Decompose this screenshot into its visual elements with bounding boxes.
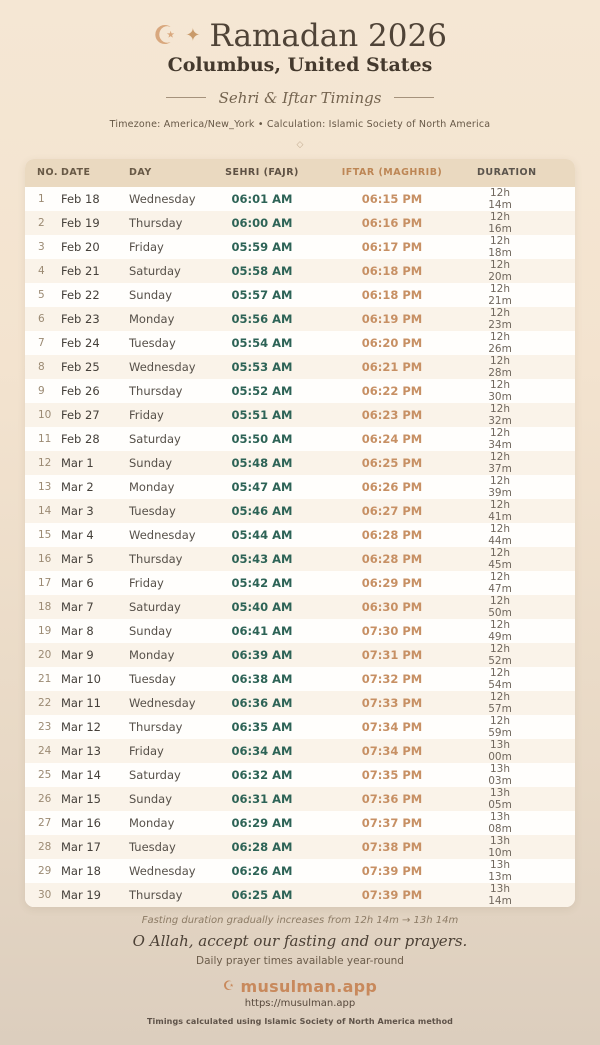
cell-sehri: 06:38 AM [231, 671, 293, 686]
table-row [25, 619, 575, 643]
cell-date: Feb 21 [61, 263, 100, 278]
cell-date: Mar 5 [61, 551, 94, 566]
cell-iftar: 07:30 PM [361, 623, 423, 638]
cell-sehri: 05:58 AM [231, 263, 293, 278]
cell-no: 11 [38, 432, 52, 445]
cell-no: 18 [38, 600, 52, 613]
cell-date: Mar 16 [61, 815, 101, 830]
cell-iftar: 06:18 PM [361, 263, 423, 278]
cell-date: Mar 12 [61, 719, 101, 734]
cell-day: Thursday [129, 383, 183, 398]
cell-day: Tuesday [129, 335, 176, 350]
cell-iftar: 07:38 PM [361, 839, 423, 854]
subtitle-divider [0, 89, 600, 107]
cell-duration: 12h 26m [488, 330, 512, 355]
table-row [25, 739, 575, 763]
table-row [25, 595, 575, 619]
cell-day: Thursday [129, 719, 183, 734]
cell-day: Saturday [129, 599, 181, 614]
cell-sehri: 05:44 AM [231, 527, 293, 542]
table-row [25, 811, 575, 835]
column-header-day: DAY [129, 159, 217, 187]
divider-line-right [394, 97, 434, 98]
cell-no: 21 [38, 672, 52, 685]
cell-day: Monday [129, 647, 175, 662]
subtitle-text: Sehri & Iftar Timings [218, 88, 382, 107]
table-row [25, 235, 575, 259]
cell-no: 15 [38, 528, 52, 541]
cell-date: Mar 14 [61, 767, 101, 782]
cell-sehri: 05:54 AM [231, 335, 293, 350]
cell-no: 26 [38, 792, 52, 805]
table-row [25, 691, 575, 715]
cell-no: 13 [38, 480, 52, 493]
cell-iftar: 06:27 PM [361, 503, 423, 518]
cell-day: Friday [129, 743, 164, 758]
cell-sehri: 05:42 AM [231, 575, 293, 590]
cell-day: Monday [129, 815, 175, 830]
cell-day: Thursday [129, 551, 183, 566]
cell-duration: 13h 10m [488, 834, 512, 859]
cell-no: 23 [38, 720, 52, 733]
cell-duration: 12h 18m [488, 234, 512, 259]
cell-iftar: 06:22 PM [361, 383, 423, 398]
fasting-duration-note: Fasting duration gradually increases from 12h 14m → 13h 14m [141, 914, 459, 926]
timezone-calculation-meta: Timezone: America/New_York • Calculation: Islamic Society of North America [109, 118, 491, 130]
cell-date: Feb 18 [61, 191, 100, 206]
table-row [25, 643, 575, 667]
cell-sehri: 06:35 AM [231, 719, 293, 734]
cell-duration: 12h 30m [488, 378, 512, 403]
cell-day: Monday [129, 479, 175, 494]
cell-day: Tuesday [129, 839, 176, 854]
calculation-method-note: Timings calculated using Islamic Society of North America method [146, 1016, 454, 1026]
cell-day: Friday [129, 407, 164, 422]
cell-duration: 12h 39m [488, 474, 512, 499]
cell-iftar: 06:21 PM [361, 359, 423, 374]
cell-iftar: 06:19 PM [361, 311, 423, 326]
cell-day: Wednesday [129, 863, 196, 878]
timings-table-card [25, 159, 575, 907]
cell-sehri: 05:50 AM [231, 431, 293, 446]
cell-iftar: 06:18 PM [361, 287, 423, 302]
cell-duration: 12h 37m [488, 450, 512, 475]
cell-date: Mar 15 [61, 791, 101, 806]
cell-date: Feb 19 [61, 215, 100, 230]
cell-duration: 12h 49m [488, 618, 512, 643]
cell-no: 22 [38, 696, 52, 709]
cell-day: Saturday [129, 431, 181, 446]
table-row [25, 523, 575, 547]
cell-no: 20 [38, 648, 52, 661]
table-row [25, 259, 575, 283]
dua-text: O Allah, accept our fasting and our prayers. [132, 931, 468, 950]
table-row [25, 787, 575, 811]
cell-date: Mar 2 [61, 479, 94, 494]
table-row [25, 283, 575, 307]
cell-duration: 13h 13m [488, 858, 512, 883]
cell-iftar: 06:24 PM [361, 431, 423, 446]
table-row [25, 667, 575, 691]
cell-duration: 12h 23m [488, 306, 512, 331]
cell-duration: 12h 14m [488, 186, 512, 211]
cell-duration: 13h 14m [488, 882, 512, 907]
table-row [25, 427, 575, 451]
cell-day: Wednesday [129, 359, 196, 374]
cell-date: Mar 19 [61, 887, 101, 902]
cell-no: 2 [38, 216, 45, 229]
cell-sehri: 05:40 AM [231, 599, 293, 614]
cell-sehri: 05:52 AM [231, 383, 293, 398]
cell-no: 29 [38, 864, 52, 877]
cell-duration: 12h 32m [488, 402, 512, 427]
cell-iftar: 06:20 PM [361, 335, 423, 350]
cell-date: Feb 23 [61, 311, 100, 326]
cell-sehri: 06:32 AM [231, 767, 293, 782]
cell-no: 1 [38, 192, 45, 205]
cell-duration: 12h 16m [488, 210, 512, 235]
divider-line-left [166, 97, 206, 98]
cell-sehri: 05:59 AM [231, 239, 293, 254]
cell-duration: 12h 21m [488, 282, 512, 307]
cell-sehri: 05:43 AM [231, 551, 293, 566]
cell-date: Feb 20 [61, 239, 100, 254]
cell-date: Mar 10 [61, 671, 101, 686]
cell-no: 16 [38, 552, 52, 565]
cell-duration: 12h 45m [488, 546, 512, 571]
cell-day: Friday [129, 575, 164, 590]
table-row [25, 859, 575, 883]
cell-sehri: 06:31 AM [231, 791, 293, 806]
cell-iftar: 07:35 PM [361, 767, 423, 782]
page-title: Ramadan 2026 [209, 18, 447, 54]
cell-iftar: 07:39 PM [361, 887, 423, 902]
table-row [25, 763, 575, 787]
cell-no: 14 [38, 504, 52, 517]
column-header-sehri: SEHRI (FAJR) [217, 159, 307, 187]
cell-no: 5 [38, 288, 45, 301]
cell-iftar: 07:31 PM [361, 647, 423, 662]
cell-no: 25 [38, 768, 52, 781]
cell-date: Feb 22 [61, 287, 100, 302]
cell-sehri: 06:00 AM [231, 215, 293, 230]
cell-sehri: 05:47 AM [231, 479, 293, 494]
cell-date: Feb 26 [61, 383, 100, 398]
sparkle-icon: ✦ [185, 25, 201, 47]
cell-date: Mar 4 [61, 527, 94, 542]
cell-day: Thursday [129, 887, 183, 902]
cell-iftar: 06:25 PM [361, 455, 423, 470]
cell-day: Tuesday [129, 671, 176, 686]
availability-note: Daily prayer times available year-round [196, 954, 404, 967]
cell-duration: 13h 00m [488, 738, 512, 763]
table-row [25, 211, 575, 235]
cell-no: 27 [38, 816, 52, 829]
cell-no: 10 [38, 408, 52, 421]
cell-iftar: 07:39 PM [361, 863, 423, 878]
cell-date: Mar 13 [61, 743, 101, 758]
cell-sehri: 06:29 AM [231, 815, 293, 830]
cell-day: Sunday [129, 791, 173, 806]
column-header-duration: DURATION [477, 159, 575, 187]
cell-no: 6 [38, 312, 45, 325]
table-row [25, 715, 575, 739]
cell-date: Feb 28 [61, 431, 100, 446]
table-row [25, 307, 575, 331]
cell-date: Mar 18 [61, 863, 101, 878]
cell-duration: 13h 05m [488, 786, 512, 811]
cell-day: Friday [129, 239, 164, 254]
cell-iftar: 07:36 PM [361, 791, 423, 806]
table-row [25, 499, 575, 523]
cell-iftar: 07:34 PM [361, 719, 423, 734]
cell-day: Tuesday [129, 503, 176, 518]
cell-duration: 12h 34m [488, 426, 512, 451]
cell-sehri: 05:53 AM [231, 359, 293, 374]
cell-duration: 12h 47m [488, 570, 512, 595]
table-row [25, 883, 575, 907]
cell-sehri: 06:25 AM [231, 887, 293, 902]
cell-duration: 13h 03m [488, 762, 512, 787]
brand-crescent-icon: ☪ [222, 978, 235, 994]
cell-no: 4 [38, 264, 45, 277]
cell-no: 17 [38, 576, 52, 589]
cell-day: Wednesday [129, 191, 196, 206]
cell-date: Feb 27 [61, 407, 100, 422]
cell-iftar: 06:17 PM [361, 239, 423, 254]
cell-duration: 12h 20m [488, 258, 512, 283]
table-row [25, 835, 575, 859]
cell-no: 28 [38, 840, 52, 853]
column-header-iftar: IFTAR (MAGHRIB) [307, 159, 477, 187]
table-row [25, 403, 575, 427]
cell-duration: 12h 54m [488, 666, 512, 691]
cell-iftar: 06:28 PM [361, 551, 423, 566]
brand [0, 977, 600, 996]
cell-no: 7 [38, 336, 45, 349]
timings-table-body [25, 187, 575, 907]
cell-duration: 13h 08m [488, 810, 512, 835]
cell-sehri: 06:26 AM [231, 863, 293, 878]
cell-iftar: 06:28 PM [361, 527, 423, 542]
cell-date: Feb 24 [61, 335, 100, 350]
table-row [25, 355, 575, 379]
table-row [25, 547, 575, 571]
cell-no: 9 [38, 384, 45, 397]
cell-sehri: 05:57 AM [231, 287, 293, 302]
brand-url-link[interactable]: https://musulman.app [244, 997, 356, 1009]
cell-date: Mar 6 [61, 575, 94, 590]
cell-sehri: 06:01 AM [231, 191, 293, 206]
column-header-date: DATE [61, 159, 129, 187]
cell-date: Feb 25 [61, 359, 100, 374]
cell-duration: 12h 44m [488, 522, 512, 547]
table-row [25, 187, 575, 211]
location-title: Columbus, United States [167, 53, 433, 76]
cell-date: Mar 9 [61, 647, 94, 662]
cell-no: 30 [38, 888, 52, 901]
cell-duration: 12h 52m [488, 642, 512, 667]
cell-day: Monday [129, 311, 175, 326]
cell-duration: 12h 59m [488, 714, 512, 739]
cell-day: Thursday [129, 215, 183, 230]
cell-day: Saturday [129, 767, 181, 782]
cell-day: Sunday [129, 287, 173, 302]
cell-day: Sunday [129, 623, 173, 638]
cell-duration: 12h 41m [488, 498, 512, 523]
table-row [25, 475, 575, 499]
cell-sehri: 06:36 AM [231, 695, 293, 710]
cell-iftar: 06:30 PM [361, 599, 423, 614]
cell-sehri: 06:41 AM [231, 623, 293, 638]
cell-sehri: 06:28 AM [231, 839, 293, 854]
cell-date: Mar 11 [61, 695, 101, 710]
cell-iftar: 06:29 PM [361, 575, 423, 590]
table-row [25, 571, 575, 595]
diamond-ornament-icon: ◇ [296, 139, 304, 150]
cell-iftar: 07:37 PM [361, 815, 423, 830]
table-row [25, 451, 575, 475]
cell-date: Mar 1 [61, 455, 94, 470]
cell-sehri: 05:51 AM [231, 407, 293, 422]
column-header-no: NO. [25, 159, 61, 187]
cell-no: 8 [38, 360, 45, 373]
cell-day: Saturday [129, 263, 181, 278]
timings-table [25, 159, 575, 907]
table-row [25, 331, 575, 355]
cell-sehri: 06:34 AM [231, 743, 293, 758]
cell-sehri: 06:39 AM [231, 647, 293, 662]
cell-duration: 12h 50m [488, 594, 512, 619]
cell-day: Sunday [129, 455, 173, 470]
cell-date: Mar 8 [61, 623, 94, 638]
cell-no: 3 [38, 240, 45, 253]
cell-iftar: 06:23 PM [361, 407, 423, 422]
brand-name: musulman.app [240, 976, 378, 996]
cell-no: 19 [38, 624, 52, 637]
cell-day: Wednesday [129, 695, 196, 710]
cell-duration: 12h 57m [488, 690, 512, 715]
cell-date: Mar 17 [61, 839, 101, 854]
cell-iftar: 06:26 PM [361, 479, 423, 494]
cell-iftar: 06:15 PM [361, 191, 423, 206]
star-and-crescent-icon: ☪ [153, 21, 177, 52]
page-header [0, 20, 600, 53]
table-header [25, 159, 575, 187]
cell-date: Mar 3 [61, 503, 94, 518]
cell-iftar: 06:16 PM [361, 215, 423, 230]
cell-day: Wednesday [129, 527, 196, 542]
cell-iftar: 07:34 PM [361, 743, 423, 758]
cell-date: Mar 7 [61, 599, 94, 614]
cell-sehri: 05:46 AM [231, 503, 293, 518]
cell-iftar: 07:32 PM [361, 671, 423, 686]
cell-no: 12 [38, 456, 52, 469]
cell-no: 24 [38, 744, 52, 757]
cell-sehri: 05:56 AM [231, 311, 293, 326]
cell-sehri: 05:48 AM [231, 455, 293, 470]
cell-duration: 12h 28m [488, 354, 512, 379]
cell-iftar: 07:33 PM [361, 695, 423, 710]
table-row [25, 379, 575, 403]
